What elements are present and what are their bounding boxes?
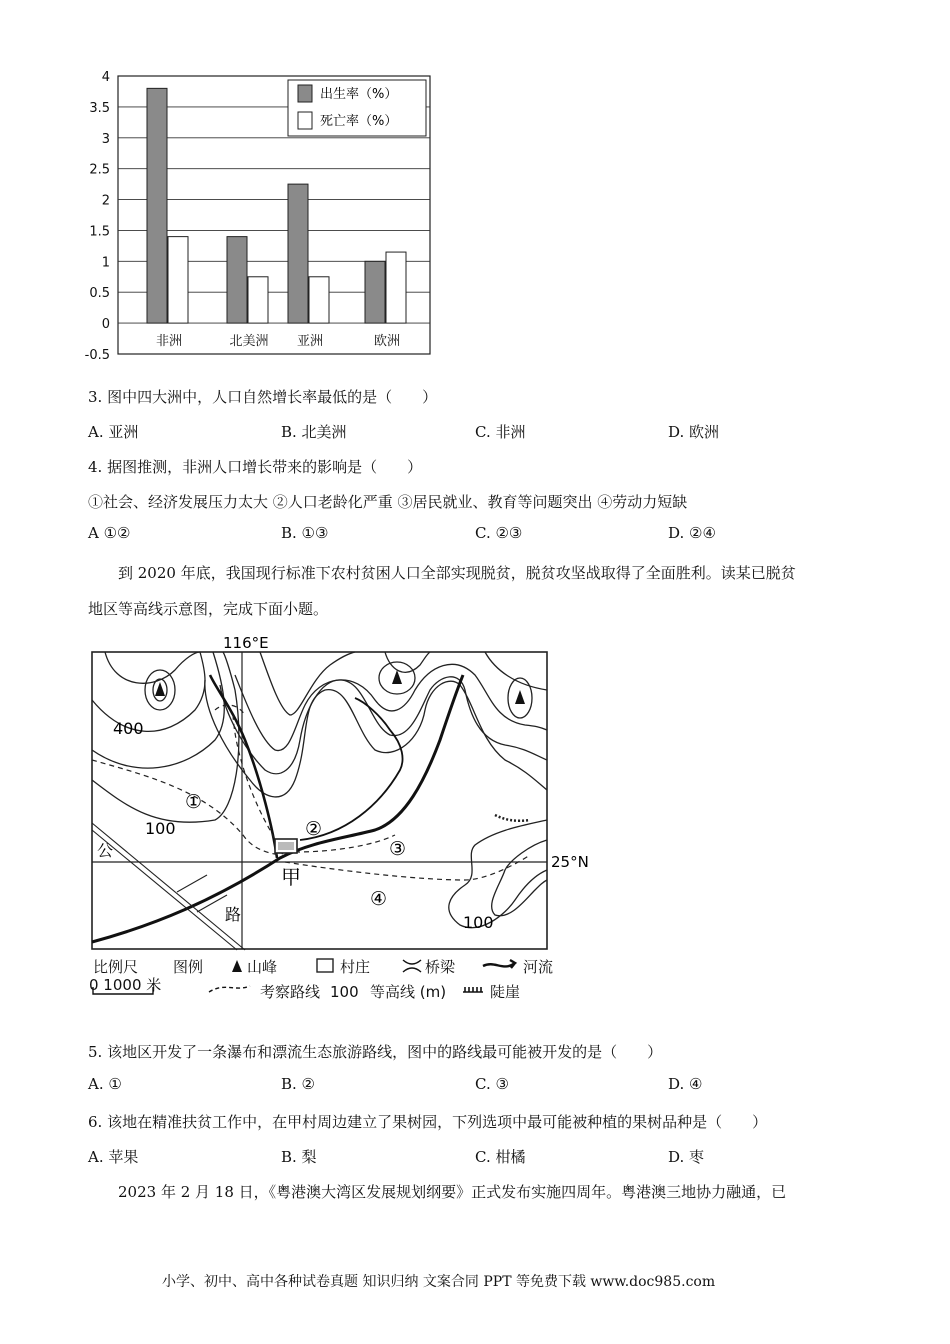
q6-option-b: B. 梨: [281, 1148, 317, 1166]
legend-river-label: 河流: [523, 958, 554, 976]
q3-option-d: D. 欧洲: [668, 423, 720, 441]
contour-map: [85, 630, 589, 1010]
y-tick-label: 4: [101, 70, 110, 85]
latitude-label: 25°N: [551, 853, 589, 871]
y-tick-label: 2: [101, 193, 110, 209]
legend-route-icon: [209, 986, 250, 992]
page-footer: 小学、初中、高中各种试卷真题 知识归纳 文案合同 PPT 等免费下载 www.doc985.com: [162, 1274, 716, 1290]
q6-option-c: C. 柑橘: [475, 1148, 526, 1166]
chart-legend: [288, 80, 426, 136]
q3-option-a: A. 亚洲: [88, 423, 139, 441]
y-tick-label: 0.5: [89, 286, 110, 302]
legend-title: 图例: [173, 958, 204, 976]
q5-stem: 5. 该地区开发了一条瀑布和漂流生态旅游路线，图中的路线最可能被开发的是（ ）: [88, 1043, 663, 1061]
x-tick-label: 亚洲: [296, 334, 324, 349]
legend-cliff-label: 陡崖: [490, 983, 521, 1001]
y-tick-label: 3: [101, 131, 110, 147]
bar-birth-rate: [365, 261, 385, 323]
y-tick-label: 1.5: [89, 224, 110, 240]
q5-option-d: D. ④: [668, 1075, 703, 1093]
legend-swatch-death: [298, 112, 312, 129]
q5-option-a: A. ①: [88, 1075, 122, 1093]
bar-death-rate: [386, 252, 406, 323]
longitude-label: 116°E: [223, 634, 269, 652]
bar-death-rate: [248, 277, 268, 323]
legend-village-label: 村庄: [340, 958, 371, 976]
chart-x-tick-labels: [156, 333, 400, 349]
village-icon-fill: [278, 842, 294, 850]
q6-option-d: D. 枣: [668, 1148, 705, 1166]
q3-option-c: C. 非洲: [475, 423, 526, 441]
q3-option-b: B. 北美洲: [281, 423, 347, 441]
chart-y-tick-labels: [85, 70, 110, 363]
contour-label-100-west: 100: [145, 819, 176, 838]
legend-village-icon: [317, 959, 333, 972]
y-tick-label: 3.5: [89, 100, 110, 116]
legend-label-death: 死亡率（%）: [320, 114, 398, 129]
route-label-2: ②: [305, 818, 323, 840]
q5-option-c: C. ③: [475, 1075, 509, 1093]
passage2-line1: 2023 年 2 月 18 日，《粤港澳大湾区发展规划纲要》正式发布实施四周年。粤港澳三地协力融通，已: [118, 1183, 787, 1201]
legend-scale-title: 比例尺: [93, 958, 139, 976]
highway-label-2: 路: [225, 905, 242, 924]
q3-stem: 3. 图中四大洲中，人口自然增长率最低的是（ ）: [88, 388, 438, 406]
bar-death-rate: [309, 277, 329, 323]
q6-option-a: A. 苹果: [88, 1148, 139, 1166]
bar-birth-rate: [227, 237, 247, 323]
bar-birth-rate: [147, 88, 167, 323]
legend-contour-label: 等高线 (m): [370, 983, 447, 1001]
q4-stem: 4. 据图推测，非洲人口增长带来的影响是（ ）: [88, 458, 423, 476]
highway-label-1: 公: [97, 841, 114, 860]
contour-label-100-east: 100: [463, 913, 494, 932]
q5-option-b: B. ②: [281, 1075, 316, 1093]
q4-option-b: B. ①③: [281, 524, 329, 542]
route-label-4: ④: [370, 888, 388, 910]
legend-swatch-birth: [298, 85, 312, 102]
q4-option-c: C. ②③: [475, 524, 523, 542]
legend-bridge-icon: [403, 960, 421, 972]
legend-contour-value: 100: [330, 983, 359, 1001]
legend-route-label: 考察路线: [260, 983, 321, 1001]
legend-label-birth: 出生率（%）: [320, 87, 398, 102]
legend-bridge-label: 桥梁: [425, 958, 456, 976]
legend-peak-label: 山峰: [247, 958, 278, 976]
passage1-line1: 到 2020 年底，我国现行标准下农村贫困人口全部实现脱贫，脱贫攻坚战取得了全面胜利。读某已脱贫: [118, 564, 796, 582]
q4-option-a: A ①②: [88, 524, 131, 542]
legend-river-icon: [483, 960, 515, 968]
map-legend: [89, 958, 553, 1001]
legend-peak-icon: [232, 960, 242, 972]
q4-option-d: D. ②④: [668, 524, 716, 542]
x-tick-label: 非洲: [155, 334, 183, 349]
legend-scale-value: 0 1000 米: [89, 976, 162, 994]
y-tick-label: 2.5: [89, 162, 110, 178]
bar-death-rate: [168, 237, 188, 323]
passage1-line2: 地区等高线示意图，完成下面小题。: [88, 600, 329, 618]
y-tick-label: 1: [101, 255, 110, 271]
q6-stem: 6. 该地在精准扶贫工作中，在甲村周边建立了果树园，下列选项中最可能被种植的果树品种是（ ）: [88, 1113, 768, 1131]
bar-birth-rate: [288, 184, 308, 323]
y-tick-label: -0.5: [84, 348, 110, 363]
q4-items: ①社会、经济发展压力太大 ②人口老龄化严重 ③居民就业、教育等问题突出 ④劳动力短缺: [88, 493, 688, 511]
birth-death-rate-chart: [80, 68, 450, 368]
x-tick-label: 欧洲: [373, 334, 401, 349]
route-label-3: ③: [389, 838, 407, 860]
contour-label-400: 400: [113, 719, 144, 738]
x-tick-label: 北美洲: [229, 334, 269, 349]
village-label: 甲: [281, 865, 301, 889]
y-tick-label: 0: [101, 317, 110, 333]
legend-cliff-icon: [463, 987, 483, 992]
route-label-1: ①: [185, 791, 203, 813]
map-frame: [92, 652, 547, 949]
